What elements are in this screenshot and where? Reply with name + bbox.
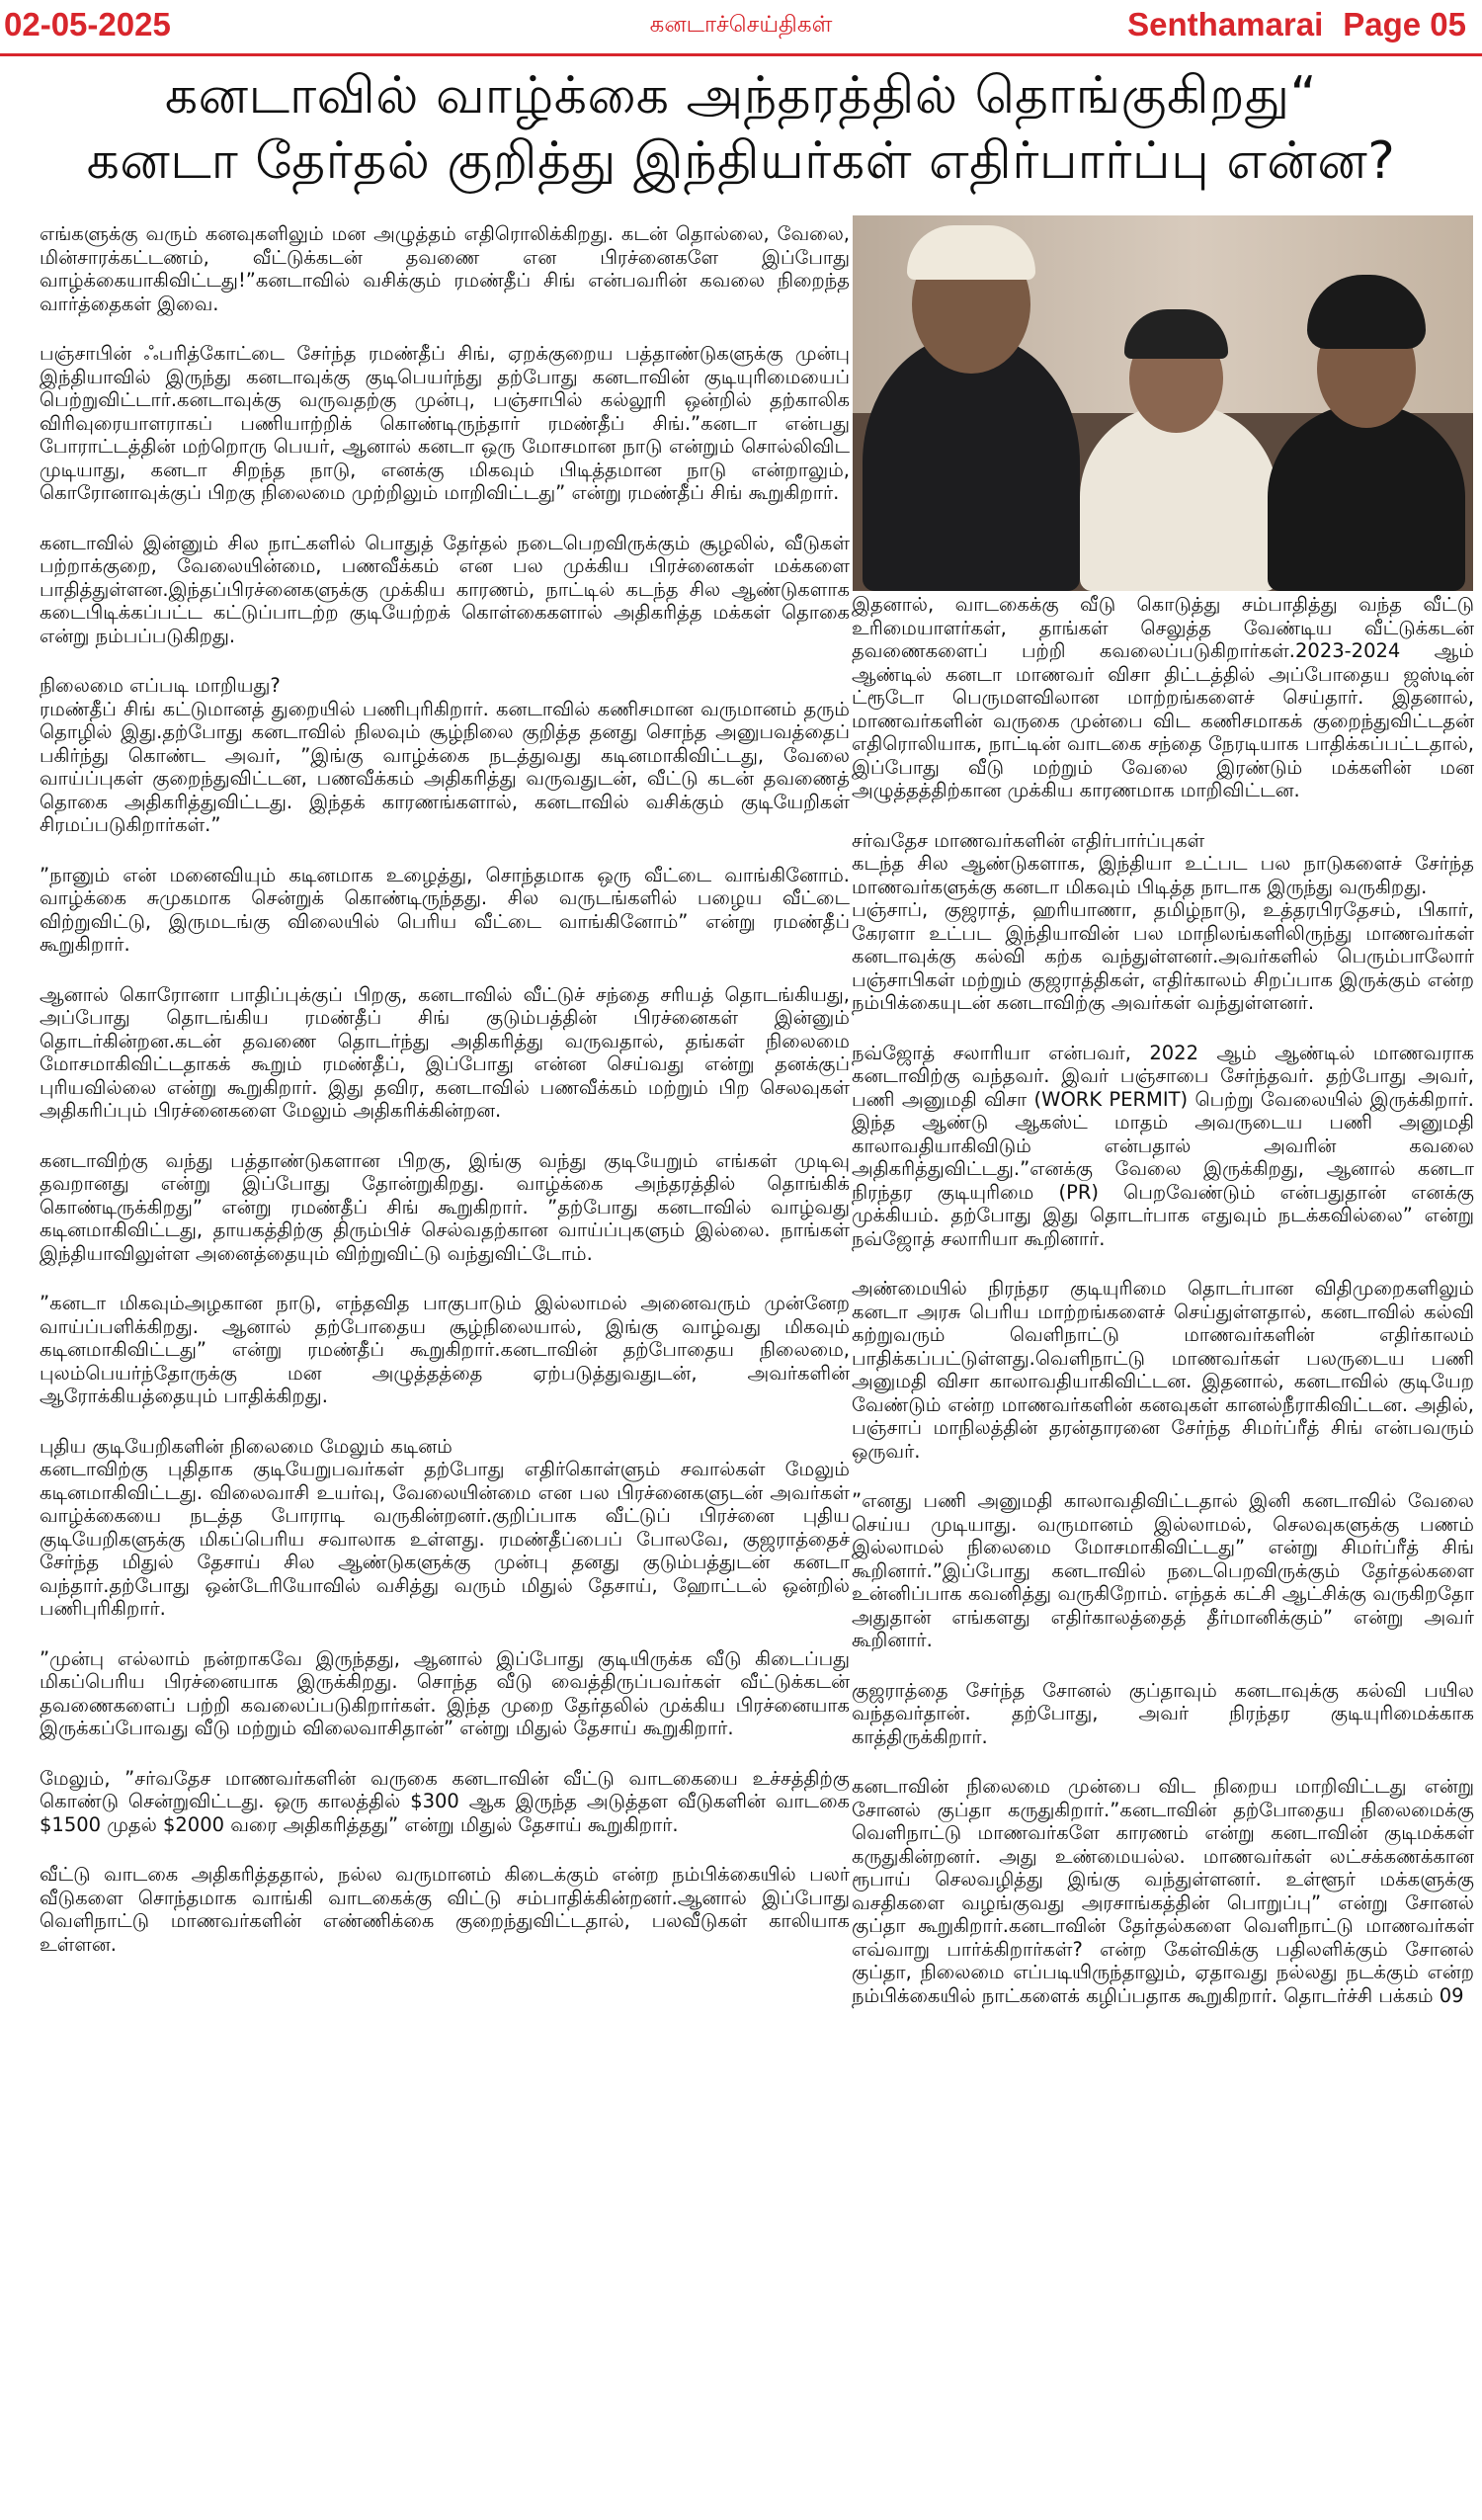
paragraph: நவ்ஜோத் சலாரியா என்பவர், 2022 ஆம் ஆண்டில் மாணவராக கனடாவிற்கு வந்தவர். இவர் பஞ்சாபை சேர்ந்தவர். தற்போது அவர், பணி அனுமதி விசா (WORK PERMIT) பெற்று வேலையில் இருக்கிறார். இந்த ஆண்டு ஆகஸ்ட் மாதம் அவருடைய பணி அனுமதி காலாவதியாகிவிடும் என்பதால் அவரின் கவலை அதிகரித்துவிட்டது.”எனக்கு வேலை இருக்கிறது, ஆனால் கனடா நிரந்தர குடியுரிமை (PR) பெறவேண்டும் என்பதுதான் எனக்கு முக்கியம். தற்போது இது தொடர்பாக எதுவும் நடக்கவில்லை” என்று நவ்ஜோத் சலாரியா கூறினார். (852, 1041, 1474, 1250)
section-title: கனடாச்செய்திகள் (649, 12, 833, 38)
paragraph: மேலும், ”சர்வதேச மாணவர்களின் வருகை கனடாவின் வீட்டு வாடகையை உச்சத்திற்கு கொண்டு சென்றுவிட்டது. ஒரு காலத்தில் $300 ஆக இருந்த அடுத்தள வீடுகளின் வாடகை $1500 முதல் $2000 வரை அதிகரித்தது” என்று மிதுல் தேசாய் கூறுகிறார். (40, 1766, 850, 1836)
header-rule (0, 53, 1482, 56)
headline-line-2: கனடா தேர்தல் குறித்து இந்தியர்கள் எதிர்பார்ப்பு என்ன? (86, 131, 1396, 191)
paragraph: ”நானும் என் மனைவியும் கடினமாக உழைத்து, சொந்தமாக ஒரு வீட்டை வாங்கினோம். வாழ்க்கை சுமுகமாக சென்றுக் கொண்டிருந்தது. சில வருடங்களில் பழைய வீட்டை விற்றுவிட்டு, இருமடங்கு விலையில் பெரிய வீட்டை வாங்கினோம்” என்று ரமண்தீப் கூறுகிறார். (40, 863, 850, 956)
issue-date: 02-05-2025 (4, 6, 171, 42)
subheading: சர்வதேச மாணவர்களின் எதிர்பார்ப்புகள் (852, 828, 1205, 852)
paragraph: கனடாவின் நிலைமை முன்பை விட நிறைய மாறிவிட்டது என்று சோனல் குப்தா கருதுகிறார்.”கனடாவின் தற்போதைய நிலைமைக்கு வெளிநாட்டு மாணவர்களே காரணம் என்று கனடாவின் குடிமக்கள் கருதுகின்றனர். அது உண்மையல்ல. மாணவர்கள் லட்சக்கணக்கான ரூபாய் செலவழித்து இங்கு வந்துள்ளனர். உள்ளூர் மக்களுக்கு வசதிகளை வழங்குவது அரசாங்கத்தின் பொறுப்பு” என்று சோனல் குப்தா கூறுகிறார்.கனடாவின் தேர்தல்களை வெளிநாட்டு மாணவர்கள் எவ்வாறு பார்க்கிறார்கள்? என்ற கேள்விக்கு பதிலளிக்கும் சோனல் குப்தா, நிலைமை எப்படியிருந்தாலும், ஏதாவது நல்லது நடக்கும் என்ற நம்பிக்கையில் நாட்களைக் கழிப்பதாக கூறுகிறார். தொடர்ச்சி பக்கம் 09 (852, 1775, 1474, 2007)
paragraph: ”எனது பணி அனுமதி காலாவதிவிட்டதால் இனி கனடாவில் வேலை செய்ய முடியாது. வருமானம் இல்லாமல், செலவுகளுக்கு பணம் இல்லாமல் நிலைமை மோசமாகிவிட்டது” என்று சிமர்ப்ரீத் சிங் கூறினார்.”இப்போது கனடாவில் நடைபெறவிருக்கும் தேர்தல்களை உன்னிப்பாக கவனித்து வருகிறோம். எந்தக் கட்சி ஆட்சிக்கு வருகிறதோ அதுதான் எங்களது எதிர்காலத்தைத் தீர்மானிக்கும்” என்று அவர் கூறினார். (852, 1489, 1474, 1651)
page-number: Page 05 (1343, 6, 1466, 42)
person-3-body (1268, 403, 1465, 591)
person-1-cap (907, 225, 1035, 280)
paragraph: வீட்டு வாடகை அதிகரித்ததால், நல்ல வருமானம் கிடைக்கும் என்ற நம்பிக்கையில் பலர் வீடுகளை சொந்தமாக வாங்கி வாடகைக்கு விட்டு சம்பாதிக்கின்றனர்.ஆனால் இப்போது வெளிநாட்டு மாணவர்களின் எண்ணிக்கை குறைந்துவிட்டதால், பலவீடுகள் காலியாக உள்ளன. (40, 1863, 850, 1956)
article-photo (853, 215, 1473, 591)
paragraph: ”கனடா மிகவும்அழகான நாடு, எந்தவித பாகுபாடும் இல்லாமல் அனைவரும் முன்னேற வாய்ப்பளிக்கிறது. ஆனால் தற்போதைய சூழ்நிலையால், இங்கு வாழ்வது மிகவும் கடினமாகிவிட்டது” என்று ரமண்தீப் கூறுகிறார்.கனடாவின் தற்போதைய நிலைமை, புலம்பெயர்ந்தோருக்கு மன அழுத்தத்தை ஏற்படுத்துவதுடன், அவர்களின் ஆரோக்கியத்தையும் பாதிக்கிறது. (40, 1292, 850, 1407)
paragraph: கனடாவில் இன்னும் சில நாட்களில் பொதுத் தேர்தல் நடைபெறவிருக்கும் சூழலில், வீடுகள் பற்றாக்குறை, வேலையின்மை, பணவீக்கம் என பல முக்கிய பிரச்னைகள் மக்களை பாதித்துள்ளன.இந்தப்பிரச்னைகளுக்கு முக்கிய காரணம், நாட்டில் கடந்த சில ஆண்டுகளாக கடைபிடிக்கப்பட்ட கட்டுப்பாடற்ற குடியேற்றக் கொள்கைகளால் அதிகரித்த மக்கள் தொகை என்று நம்பப்படுகிறது. (40, 531, 850, 647)
paragraph: ஆனால் கொரோனா பாதிப்புக்குப் பிறகு, கனடாவில் வீட்டுச் சந்தை சரியத் தொடங்கியது, அப்போது தொடங்கிய ரமண்தீப் சிங் குடும்பத்தின் பிரச்னைகள் இன்னும் தொடர்கின்றன.கடன் தவணை தொடர்ந்து அதிகரித்து வருவதால், தங்கள் நிலைமை மோசமாகிவிட்டதாகக் கூறும் ரமண்தீப், இப்போது என்ன செய்வது என்று தனக்குப் புரியவில்லை என்று கூறுகிறார். இது தவிர, கனடாவில் பணவீக்கம் மற்றும் பிற செலவுகள் அதிகரிப்பும் பிரச்னைகளை மேலும் அதிகரிக்கின்றன. (40, 982, 850, 1122)
subheading: நிலைமை எப்படி மாறியது? (40, 674, 281, 697)
paragraph: எங்களுக்கு வரும் கனவுகளிலும் மன அழுத்தம் எதிரொலிக்கிறது. கடன் தொல்லை, வேலை, மின்சாரக்கட்டணம், வீட்டுக்கடன் தவணை என பிரச்னைகளே இப்போது வாழ்க்கையாகிவிட்டது!”கனடாவில் வசிக்கும் ரமண்தீப் சிங் என்பவரின் கவலை நிறைந்த வார்த்தைகள் இவை. (40, 222, 850, 315)
page-header (0, 0, 1482, 55)
paragraph: ரமண்தீப் சிங் கட்டுமானத் துறையில் பணிபுரிகிறார். கனடாவில் கணிசமான வருமானம் தரும் தொழில் இது.தற்போது கனடாவில் நிலவும் சூழ்நிலை குறித்த தனது சொந்த அனுபவத்தைப் பகிர்ந்து கொண்ட அவர், ”இங்கு வாழ்க்கை நடத்துவது கடினமாகிவிட்டது, வேலை வாய்ப்புகள் குறைந்துவிட்டன, பணவீக்கம் அதிகரித்து வருவதுடன், வீட்டு கடன் தவணைத் தொகை அதிகரித்துவிட்டது. இந்தக் காரணங்களால், கனடாவில் வசிக்கும் குடியேறிகள் சிரமப்படுகிறார்கள்.” (40, 697, 850, 836)
paragraph: கடந்த சில ஆண்டுகளாக, இந்தியா உட்பட பல நாடுகளைச் சேர்ந்த மாணவர்களுக்கு கனடா மிகவும் பிடித்த நாடாக இருந்து வருகிறது. (852, 852, 1474, 898)
subheading: புதிய குடியேறிகளின் நிலைமை மேலும் கடினம் (40, 1434, 453, 1458)
paragraph: இதனால், வாடகைக்கு வீடு கொடுத்து சம்பாதித்து வந்த வீட்டு உரிமையாளர்கள், தாங்கள் செலுத்த வேண்டிய வீட்டுக்கடன் தவணைகளைப் பற்றி கவலைப்படுகிறார்கள்.2023-2024 ஆம் ஆண்டில் கனடா மாணவர் விசா திட்டத்தில் அப்போதைய ஜஸ்டின் ட்ரூடோ பெருமளவிலான மாற்றங்களைச் செய்தார். இதனால், மாணவர்களின் வருகை முன்பை விட கணிசமாகக் குறைந்துவிட்டதன் எதிரொலியாக, நாட்டின் வாடகை சந்தை நேரடியாக பாதிக்கப்பட்டதால், இப்போது வீடு மற்றும் வேலை இரண்டும் மக்களின் மன அழுத்தத்திற்கான முக்கிய காரணமாக மாறிவிட்டன. (852, 593, 1474, 801)
headline-line-1: கனடாவில் வாழ்க்கை அந்தரத்தில் தொங்குகிறது“ (164, 66, 1318, 126)
paragraph: ”முன்பு எல்லாம் நன்றாகவே இருந்தது, ஆனால் இப்போது குடியிருக்க வீடு கிடைப்பது மிகப்பெரிய பிரச்னையாக இருக்கிறது. சொந்த வீடு வைத்திருப்பவர்கள் வீட்டுக்கடன் தவணைகளைப் பற்றி கவலைப்படுகிறார்கள். இந்த முறை தேர்தலில் முக்கிய பிரச்னையாக இருக்கப்போவது வீடு மற்றும் விலைவாசிதான்” என்று மிதுல் தேசாய் கூறுகிறார். (40, 1646, 850, 1739)
left-column (40, 222, 850, 1982)
paragraph: குஜராத்தை சேர்ந்த சோனல் குப்தாவும் கனடாவுக்கு கல்வி பயில வந்தவர்தான். தற்போது, அவர் நிரந்தர குடியுரிமைக்காக காத்திருக்கிறார். (852, 1678, 1474, 1748)
paragraph: கனடாவிற்கு வந்து பத்தாண்டுகளான பிறகு, இங்கு வந்து குடியேறும் எங்கள் முடிவு தவறானது என்று இப்போது தோன்றுகிறது. வாழ்க்கை அந்தரத்தில் தொங்கிக் கொண்டிருக்கிறது” என்று ரமண்தீப் சிங் கூறுகிறார். ”தற்போது கனடாவில் வாழ்வது கடினமாகிவிட்டது, தாயகத்திற்கு திரும்பிச் செல்வதற்கான வாய்ப்புகளும் இல்லை. நாங்கள் இந்தியாவிலுள்ள அனைத்தையும் விற்றுவிட்டு வந்துவிட்டோம். (40, 1148, 850, 1265)
right-column (852, 593, 1474, 2034)
paragraph: பஞ்சாப், குஜராத், ஹரியாணா, தமிழ்நாடு, உத்தரபிரதேசம், பிகார், கேரளா உட்பட இந்தியாவின் பல மாநிலங்களிலிருந்து மாணவர்கள் கனடாவுக்கு கல்வி கற்க வந்துள்ளனர்.அவர்களில் பெரும்பாலோர் பஞ்சாபிகள் மற்றும் குஜராத்திகள், எதிர்காலம் சிறப்பாக இருக்கும் என்ற நம்பிக்கையுடன் கனடாவிற்கு அவர்கள் வந்துள்ளனர். (852, 898, 1474, 1014)
paragraph: கனடாவிற்கு புதிதாக குடியேறுபவர்கள் தற்போது எதிர்கொள்ளும் சவால்கள் மேலும் கடினமாகிவிட்டது. விலைவாசி உயர்வு, வேலையின்மை என பல பிரச்னைகளுடன் அவர்கள் வாழ்க்கையை நடத்த போராடி வருகின்றனர்.குறிப்பாக வீட்டுப் பிரச்னை புதிய குடியேறிகளுக்கு மிகப்பெரிய சவாலாக உள்ளது. ரமண்தீப்பைப் போலவே, குஜராத்தைச் சேர்ந்த மிதுல் தேசாய் சில ஆண்டுகளுக்கு முன்பு தனது குடும்பத்துடன் கனடா வந்தார்.தற்போது ஒன்டேரியோவில் வசித்து வரும் மிதுல் தேசாய், ஹோட்டல் ஒன்றில் பணிபுரிகிறார். (40, 1458, 850, 1620)
masthead (1108, 6, 1466, 43)
paragraph: பஞ்சாபின் ஃபரித்கோட்டை சேர்ந்த ரமண்தீப் சிங், ஏறக்குறைய பத்தாண்டுகளுக்கு முன்பு இந்தியாவில் இருந்து கனடாவுக்கு குடிபெயர்ந்து தற்போது கனடாவின் குடியுரிமையைப் பெற்றுவிட்டார்.கனடாவுக்கு வருவதற்கு முன்பு, பஞ்சாபில் கல்லூரி ஒன்றில் தற்காலிக விரிவுரையாளராகப் பணியாற்றிக் கொண்டிருந்தார் ரமண்தீப் சிங்.”கனடா என்பது போராட்டத்தின் மற்றொரு பெயர், ஆனால் கனடா ஒரு மோசமான நாடு என்றும் சொல்லிவிட முடியாது, கனடா சிறந்த நாடு, எனக்கு மிகவும் பிடித்தமான நாடு என்றாலும், கொரோனாவுக்குப் பிறகு நிலைமை முற்றிலும் மாறிவிட்டது” என்று ரமண்தீப் சிங் கூறுகிறார். (40, 342, 850, 504)
brand-name: Senthamarai (1127, 6, 1324, 42)
paragraph: அண்மையில் நிரந்தர குடியுரிமை தொடர்பான விதிமுறைகளிலும் கனடா அரசு பெரிய மாற்றங்களைச் செய்துள்ளதால், கனடாவில் கல்வி கற்றுவரும் வெளிநாட்டு மாணவர்களின் எதிர்காலம் பாதிக்கப்பட்டுள்ளது.வெளிநாட்டு மாணவர்கள் பலருடைய பணி அனுமதி விசா காலாவதியாகிவிட்டன. இதனால், கனடாவில் குடியேற வேண்டும் என்ற மாணவர்களின் கனவுகள் கானல்நீராகிவிட்டன. அதில், பஞ்சாப் மாநிலத்தின் தரன்தாரனை சேர்ந்த சிமர்ப்ரீத் சிங் என்பவரும் ஒருவர். (852, 1277, 1474, 1463)
